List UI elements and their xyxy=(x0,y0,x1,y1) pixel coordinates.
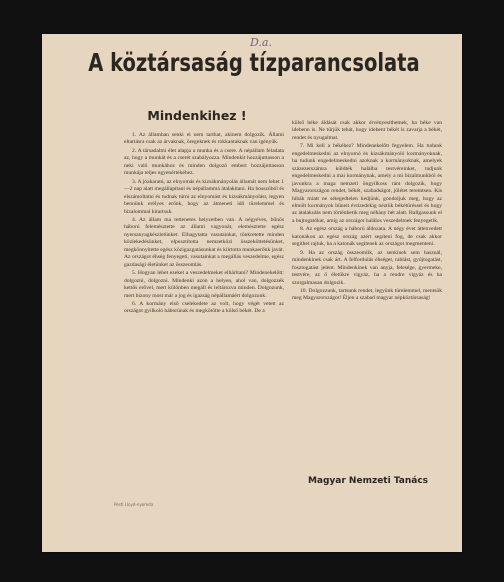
right-column xyxy=(292,120,442,304)
main-title: A köztársaság tízparancsolata xyxy=(88,48,420,77)
handwritten-note: D.a. xyxy=(250,36,272,49)
signature: Magyar Nemzeti Tanács xyxy=(307,476,429,486)
paragraph-3: 3. A jóakaratú, az elnyomás és kizsákmányolás államát nem lehet 1—2 nap alatt megállapítani és népállammá átalakítani. Ha bosszúból és elszámoltatni és tudnak túrni az elnyomást és kizsákmányolást, legyen bennünk erélyes erőnk, hogy az átmeneti idő türelemmel és bizalommal kitartsuk. xyxy=(124,178,284,215)
paragraph-5: 5. Hogyan lehet ezeket a veszedelmeket elhárítani? Mindenekelőtt: dolgozni, dolgozni. Mindenki azon a helyen, ahol van, dolgozzék kettős erővel, mert különben megáll és leltározva minden. Dolgozunk, mert bizony most már a jog és igazság népállamáért dolgozunk. xyxy=(124,270,284,299)
paragraph-7: 7. Mi kell a békéhez? Mindenekelőtt fegyelem. Ha tudunk engedelmeskedni az elnyomó és kizsákmányoló kormányoknak, ha tudunk engedelmeskedni azoknak a kormányoknak, amelyek százezerszámra küldték halálba testvéreinket, tudjunk engedelmeskedni a mai kormánynak, amely a mi bizalmunkból és javunkra a maga nemzeti öngyilkoss ránt dolgozik, hogy Magyarországon rendet, békét, szabadságot, jólétet teremtsen. Kis hibák miatt ne sétegedtelen kedjünk, gondoljuk meg, hogy az elmúlt kormányok bűneit évtizedekig néztük békétűréssel és hogy az átalakulás nem történhetik meg néhány hét alatt. Hallgassunk el a bujtogatókat, amíg az országot halálos veszedelmek fenyegetik. xyxy=(292,143,442,224)
paragraph-2: 2. A társadalmi élet alapja a munka és a csere. A népállam feladata az, hogy a munkát és a cserét szabályozza. Mindenkit hozzájuttasson a neki való munkához és minden dolgozó embert hozzájuttasson munkája teljes egyenértékéhez. xyxy=(124,147,284,177)
paragraph-9: 9. Ha az ország összeomlik, az senkinek sem használ, mindenkinek csak árt. A felfordulás éhséget, rablást, gyújtogatást, fosztogatást jelent. Mindenkinek van anyja, felesége, gyermeke, testvére, az ő életükre vigyáz, ha a rendre vigyáz és ha szorgalmasan dolgozik. xyxy=(292,249,442,286)
printer-line: Pesti Lloyd-nyomda xyxy=(114,502,154,507)
left-column xyxy=(124,132,284,317)
paragraph-4: 4. Az állam ma rettenetes helyzetben van. A négyéves, bűnös háború felemésztette az állami vagyonát, elemésztette egész nyersanyagkészletünket. Elhagytatta vasutainkat, tönkretette minden közlekedésünket, elpusztította nemzetközi összeköttetésünket, megkönnyítette egész közigazgatásunkat és kiirtotta munkaerőnk javát. Az országot éhség fenyegeti, vasutainkat a megállás veszedelme, egész gazdasági életünket az összeomlás. xyxy=(124,216,284,268)
paragraph-1: 1. Az államban senki ei nem tarthat, akinem dolgozik. Állami eltartásra csak az árvaknak, öregeknek és rokkantaknak van igényük. xyxy=(124,132,284,146)
poster-sheet xyxy=(42,34,462,552)
subtitle: Mindenkihez ! xyxy=(147,108,247,123)
paragraph-6-continued: külső béke áldását csak akkor érvényesíthetnek, ha béke van idebenn is. Ne tűrjük tehát, hogy idebent békét is zavarja a békét, rendet és nyugalmat. xyxy=(292,120,442,141)
paragraph-8: 8. Az egész ország a háború áldozata. A négy évet áttenvedett katonákon az egész ország azért segíteni fog, de csak akkor segíthet rajtuk, ha a katonák segítenek az országot megmenteni. xyxy=(292,226,442,248)
paragraph-10: 10. Dolgozzunk, tartsunk rendet, legyünk türelemmel, mentsük meg Magyarországot! Éljen a szabad magyar népköztársaság! xyxy=(292,287,442,302)
paragraph-6: 6. A kormány első cselekedete az volt, hogy végét vetett az országot gyilkoló háborúnak és megkötötte a külső békét. De a xyxy=(124,300,284,315)
